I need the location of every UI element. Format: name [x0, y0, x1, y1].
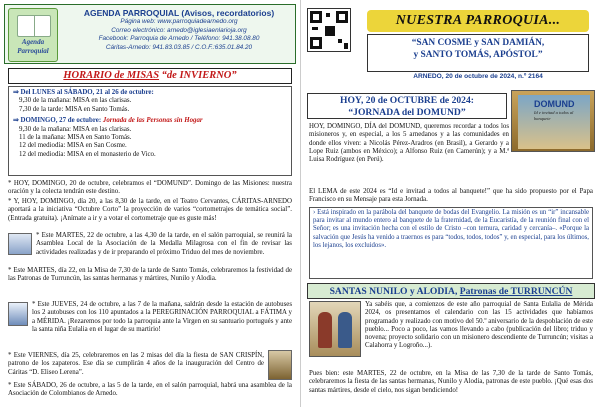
- agenda-caritas: Cáritas-Arnedo: 941.83.03.85 / C.O.F.:635.01.84.20: [105, 43, 253, 51]
- newsletter-subtitle-line2: y SANTO TOMÁS, APÓSTOL”: [413, 50, 543, 60]
- horario-title-season: “de INVIERNO”: [161, 70, 237, 81]
- notice-domund: * HOY, DOMINGO, 20 de octubre, celebramos el “DOMUND”. Domingo de las Misiones: nuestra oración y la colecta tendrán este destino.: [8, 180, 292, 196]
- domund-title-line2: “JORNADA del DOMUND”: [348, 107, 466, 118]
- domund-title-line1: HOY, 20 de OCTUBRE de 2024:: [340, 95, 474, 106]
- notice-colombianos: * Este SÁBADO, 26 de octubre, a las 5 de la tarde, en el salón parroquial, habrá una asamblea de la Asociación de Colombianos de Arnedo.: [8, 382, 292, 398]
- newsletter-date: ARNEDO, 20 de octubre de 2024, n.º 2164: [413, 73, 543, 80]
- qr-code-icon: [307, 8, 351, 52]
- agenda-logo-label: Agenda Parroquial: [17, 38, 49, 55]
- notice-nunilo: * Este MARTES, día 22, en la Misa de 7,30 de la tarde de Santo Tomás, celebraremos la festividad de las Patronas de Turruncún, las santas hermanas y mártires, Nunilo y Alodia.: [8, 267, 292, 283]
- agenda-phone: Facebook: Parroquia de Arnedo / Teléfono: 941.38.08.80: [98, 35, 260, 43]
- newsletter-subtitle: [367, 34, 589, 72]
- nunilo-title-sub: Patronas de TURRUNCÚN: [459, 286, 573, 297]
- agenda-header: [4, 4, 296, 64]
- qr-dot: [326, 13, 330, 17]
- notice-cortometrajes: * Y, HOY, DOMINGO, día 20, a las 8,30 de la tarde, en el Teatro Cervantes, CÁRITAS-ARNEDO aportará a la iniciativa “Octubre Corto” la proyección de varios “cortometrajes de temática social”. (Entrada gratuita). ¡Anímate a ir y a votar el cortometraje que es guste más!: [8, 198, 292, 222]
- domund-paragraph: HOY, DOMINGO, DÍA del DOMUND, queremos recordar a todos los misioneros y, en especial, a los 5 arnedanos y a las comunidades en donde ellos viven: a Nicolás Pérez-Aradros (en Brasil), a Gerardo y a Lope Ruiz (ambos en México); a Alfonso Ruiz (en Camerún); y a M.ª Luisa Rodríguez (en Perú).: [309, 123, 509, 164]
- qr-corner: [310, 11, 322, 23]
- domund-lema: El LEMA de este 2024 es “Id e invitad a todos al banquete!” que ha sido propuesto por el Papa Francisco en su Mensaje para esta Jornada.: [309, 188, 593, 204]
- domund-quote: › Está inspirado en la parábola del banquete de bodas del Evangelio. La misión es un “ir” incansable para invitar al mundo entero al banquete de la fraternidad, de la Eucaristía, de la reunión final con el Señor; es una invitación hecha con el estilo de Cristo –con ternura, caridad y cercanía–. «Porque la salvación que Jesús ha venido a traernos es para “todos, todos, todos” y, en especial, para los últimos, los lejanos, los excluidos».: [309, 207, 593, 279]
- agenda-web: Página web: www.parroquiadearnedo.org: [120, 18, 238, 25]
- agenda-title: AGENDA PARROQUIAL (Avisos, recordatorios): [83, 8, 275, 18]
- domund-poster-word: DOMUND: [534, 99, 575, 109]
- fatima-image: [8, 302, 28, 326]
- nunilo-title: [307, 283, 595, 299]
- newsletter-header: [305, 4, 597, 88]
- horario-row: 12 del mediodía: MISA en San Cosme.: [19, 142, 127, 150]
- agenda-logo: [8, 8, 58, 62]
- domund-poster: [511, 90, 595, 152]
- horario-block2-note: Jornada de las Personas sin Hogar: [102, 117, 203, 125]
- horario-row: 12 del mediodía: MISA en el monasterio de Vico.: [19, 150, 156, 158]
- horario-block2-head: ⇒ DOMINGO, 27 de octubre:: [13, 117, 102, 125]
- qr-corner: [336, 11, 348, 23]
- qr-dot: [312, 27, 318, 30]
- san-crispin-image: [268, 350, 292, 380]
- horario-title: [8, 68, 292, 84]
- nunilo-title-main: SANTAS NUNILO y ALODIA,: [329, 286, 460, 297]
- domund-title: [307, 93, 507, 119]
- nunilo-paragraph: Ya sabéis que, a comienzos de este año parroquial de Santa Eulalia de Mérida 2024, os presentamos el calendario con las 15 actividades que habíamos programado y realizado con motivo del 50.º aniversario de la despoblación de este pueblo... Poco a poco, las vamos llevando a cabo (publicación del libro; triduo y novena; proyecto solidario con un misionero descendiente de Turruncún; visitas a Calahorra y Logroño...).: [365, 301, 593, 350]
- nunilo-fiesta: Pues bien: este MARTES, 22 de octubre, en la Misa de las 7,30 de la tarde de Santo Tomás, celebraremos la fiesta de las santas hermanas, Nunilo y Alodia, patronas de este pueblo. ¡Qué esas dos santas mártires, desde el cielo, nos sigan bendiciendo!: [309, 370, 593, 394]
- qr-corner: [310, 37, 322, 49]
- horario-row: 7,30 de la tarde: MISA en Santo Tomás.: [19, 105, 130, 113]
- notice-peregrinacion: * Este JUEVES, 24 de octubre, a las 7 de la mañana, saldrán desde la estación de autobuses los 2 autobuses con los 110 apuntados a la PEREGRINACIÓN PARROQUIAL a FÁTIMA y a MÉRIDA. ¡Rezaremos por todo la parroquia ante la Virgen en su santuario portugués y ante la santa niña Eulalia en el lugar de su martirio!: [32, 301, 292, 333]
- newsletter-title: NUESTRA PARROQUIA...: [367, 10, 589, 32]
- book-icon: [17, 15, 51, 37]
- horario-title-main: HORARIO de MISAS: [63, 70, 160, 81]
- horario-block1-head: ⇒ Del LUNES al SÁBADO, 21 al 26 de octubre:: [13, 89, 154, 96]
- horario-row: 9,30 de la mañana: MISA en las clarisas.: [19, 125, 132, 133]
- notice-medalla: * Este MARTES, 22 de octubre, a las 4,30 de la tarde, en el salón parroquial, se reunirá la Asamblea Local de la Asociación de la Medalla Milagrosa con el fin de revisar las actividades realizadas y de ir preparando el próximo Triduo del mes de noviembre.: [36, 232, 292, 256]
- domund-poster-slogan: Id e invitad a todos al banquete: [534, 110, 574, 121]
- medalla-image: [8, 233, 32, 255]
- right-page: [300, 0, 600, 407]
- qr-center: [325, 26, 335, 36]
- horario-row: 9,30 de la mañana: MISA en las clarisas.: [19, 97, 132, 105]
- qr-dot: [344, 43, 348, 49]
- horario-row: 11 de la mañana: MISA en Santo Tomás.: [19, 134, 132, 142]
- qr-dot: [338, 39, 342, 43]
- notice-san-crispin: * Este VIERNES, día 25, celebraremos en las 2 misas del día la fiesta de SAN CRISPÍN, patrono de los zapateros. Ese día se cumplirán 4 años de la inauguración del Centro de Cáritas “D. Eliseo Lerena”.: [8, 352, 264, 376]
- agenda-contact: [63, 8, 295, 52]
- horario-box: [8, 86, 292, 176]
- nunilo-alodia-image: [309, 301, 361, 357]
- newsletter-subtitle-line1: “SAN COSME y SAN DAMIÁN,: [411, 38, 545, 48]
- agenda-email: Correo electrónico: arnedo@iglesiaenlarioja.org: [111, 26, 247, 34]
